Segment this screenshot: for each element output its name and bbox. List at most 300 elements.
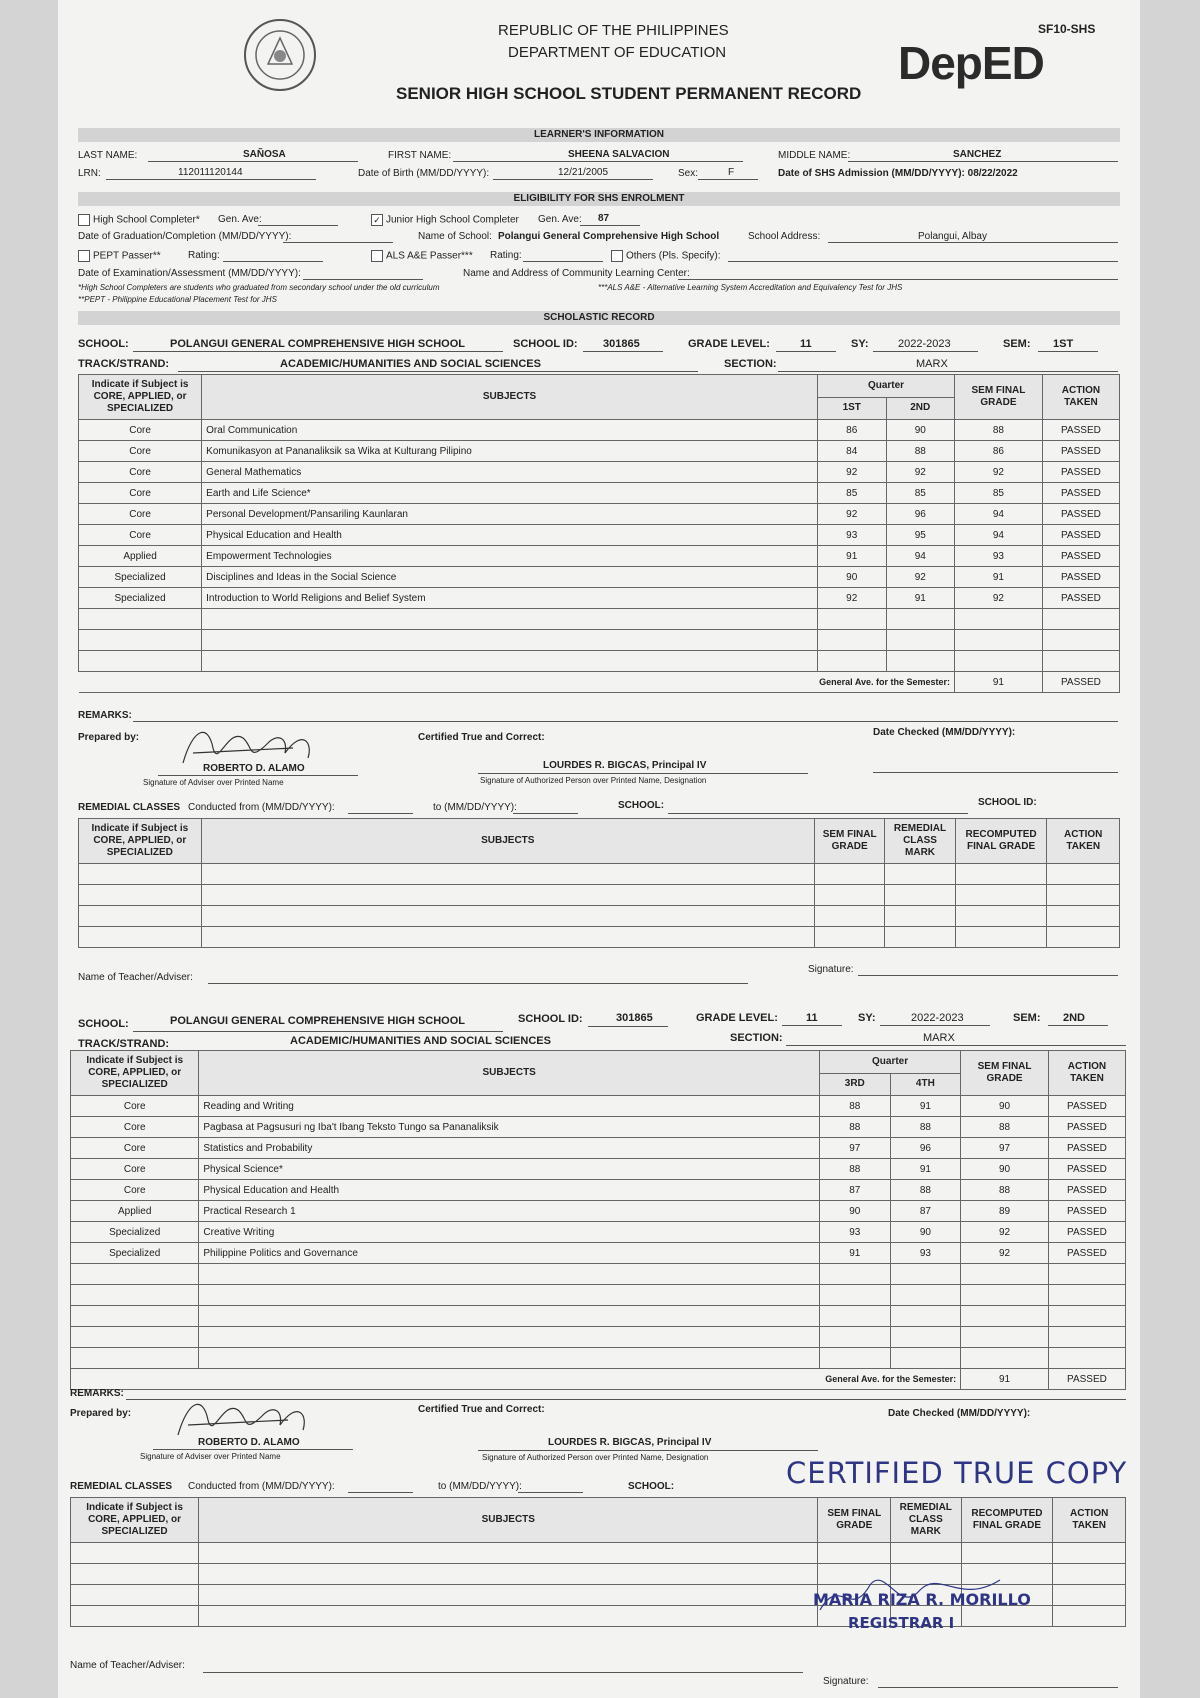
quarter-a-cell: 88 — [819, 1159, 890, 1180]
sex-value: F — [728, 167, 735, 178]
sem1-gen-ave-label: General Ave. for the Semester: — [79, 672, 955, 693]
action-cell: PASSED — [1048, 1243, 1125, 1264]
subject-cell: Physical Education and Health — [202, 525, 818, 546]
hs-completer-label: High School Completer* — [93, 214, 200, 226]
col-q4: 4TH — [890, 1073, 961, 1096]
subject-type-cell: Core — [71, 1138, 199, 1159]
subject-cell — [199, 1327, 820, 1348]
subject-type-cell — [71, 1285, 199, 1306]
table-row — [71, 1264, 1126, 1285]
others — [611, 250, 720, 262]
quarter-a-cell: 88 — [819, 1117, 890, 1138]
sem1-grade-level-label: GRADE LEVEL: — [688, 338, 770, 350]
final-grade-cell: 93 — [955, 546, 1043, 567]
final-grade-cell: 88 — [961, 1117, 1049, 1138]
sem2-track-label: TRACK/STRAND: — [78, 1038, 170, 1050]
sem1-sy: 2022-2023 — [898, 338, 951, 350]
action-cell — [1048, 1306, 1125, 1327]
sem2-track: ACADEMIC/HUMANITIES AND SOCIAL SCIENCES — [290, 1035, 551, 1047]
table-row — [71, 1096, 1126, 1117]
table-row — [79, 441, 1120, 462]
certified-true-copy-stamp: CERTIFIED TRUE COPY — [786, 1456, 1128, 1490]
sem1-sy-label: SY: — [851, 338, 869, 350]
action-cell: PASSED — [1042, 441, 1119, 462]
action-cell — [1048, 1285, 1125, 1306]
subject-cell: Philippine Politics and Governance — [199, 1243, 820, 1264]
table-row — [71, 1243, 1126, 1264]
rem-col-action: ACTION TAKEN — [1047, 819, 1120, 864]
quarter-a-cell: 90 — [817, 567, 886, 588]
sem2-col-quarter: Quarter — [819, 1051, 960, 1074]
middle-name-value: SANCHEZ — [953, 149, 1002, 160]
final-grade-cell — [961, 1264, 1049, 1285]
quarter-a-cell: 88 — [819, 1096, 890, 1117]
subject-type-cell: Core — [71, 1096, 199, 1117]
quarter-b-cell: 92 — [886, 462, 955, 483]
subject-cell: Earth and Life Science* — [202, 483, 818, 504]
quarter-a-cell — [819, 1348, 890, 1369]
subject-cell — [202, 609, 818, 630]
sem1-remarks-label: REMARKS: — [78, 710, 132, 721]
school-address-value: Polangui, Albay — [918, 231, 987, 242]
sem2-teacher-label: Name of Teacher/Adviser: — [70, 1660, 185, 1671]
final-grade-cell: 90 — [961, 1159, 1049, 1180]
quarter-b-cell — [886, 609, 955, 630]
table-row — [79, 525, 1120, 546]
quarter-a-cell: 93 — [817, 525, 886, 546]
rem-col-type: Indicate if Subject is CORE, APPLIED, or SPECIALIZED — [79, 819, 202, 864]
subject-cell: Creative Writing — [199, 1222, 820, 1243]
hs-completer-checkbox — [78, 214, 90, 226]
quarter-b-cell: 90 — [886, 420, 955, 441]
sem2-prepared-by: Prepared by: — [70, 1408, 132, 1419]
final-grade-cell: 92 — [961, 1243, 1049, 1264]
rem2-col-action: ACTION TAKEN — [1053, 1498, 1126, 1543]
jhs-gen-ave-label: Gen. Ave: — [538, 214, 582, 225]
lrn-label: LRN: — [78, 168, 101, 179]
subject-cell: General Mathematics — [202, 462, 818, 483]
table-row — [71, 1327, 1126, 1348]
subject-cell — [199, 1264, 820, 1285]
footnote-2: **PEPT - Philippine Educational Placement Test for JHS — [78, 295, 277, 304]
pept-rating-label: Rating: — [188, 250, 220, 261]
school-address-label: School Address: — [748, 231, 821, 242]
subject-type-cell — [79, 651, 202, 672]
subject-cell: Practical Research 1 — [199, 1201, 820, 1222]
last-name-label: LAST NAME: — [78, 150, 138, 161]
sem1-grade-level: 11 — [800, 338, 812, 350]
table-row — [71, 1138, 1126, 1159]
sem1-principal: LOURDES R. BIGCAS, Principal IV — [543, 760, 707, 771]
quarter-b-cell: 88 — [886, 441, 955, 462]
subject-type-cell — [71, 1306, 199, 1327]
sem1-track: ACADEMIC/HUMANITIES AND SOCIAL SCIENCES — [280, 358, 541, 370]
table-row — [79, 567, 1120, 588]
quarter-a-cell — [819, 1285, 890, 1306]
subject-cell — [199, 1348, 820, 1369]
sem2-grades-table — [70, 1050, 1126, 1390]
action-cell: PASSED — [1048, 1138, 1125, 1159]
admission-date: Date of SHS Admission (MM/DD/YYYY): 08/22/2022 — [778, 168, 1018, 179]
sem1-remedial-school-label: SCHOOL: — [618, 800, 665, 811]
subject-cell: Statistics and Probability — [199, 1138, 820, 1159]
table-row — [71, 1285, 1126, 1306]
final-grade-cell: 92 — [955, 588, 1043, 609]
subject-cell: Reading and Writing — [199, 1096, 820, 1117]
action-cell: PASSED — [1042, 546, 1119, 567]
sem1-adviser-caption: Signature of Adviser over Printed Name — [143, 778, 284, 787]
rem-col-final: SEM FINAL GRADE — [814, 819, 884, 864]
sem1-gen-action: PASSED — [1042, 672, 1119, 693]
col-sem-final: SEM FINAL GRADE — [955, 375, 1043, 420]
quarter-a-cell — [817, 651, 886, 672]
header-department: DEPARTMENT OF EDUCATION — [508, 44, 727, 61]
action-cell: PASSED — [1042, 525, 1119, 546]
action-cell: PASSED — [1042, 483, 1119, 504]
action-cell: PASSED — [1042, 567, 1119, 588]
sex-label: Sex: — [678, 168, 699, 179]
sem2-col-action: ACTION TAKEN — [1048, 1051, 1125, 1096]
table-row — [79, 651, 1120, 672]
jhs-completer — [371, 214, 519, 226]
lrn-value: 112011120144 — [178, 167, 243, 178]
subject-type-cell: Core — [79, 525, 202, 546]
sem2-remedial-label: REMEDIAL CLASSES — [70, 1481, 173, 1492]
quarter-b-cell: 95 — [886, 525, 955, 546]
quarter-b-cell: 94 — [886, 546, 955, 567]
rem-col-subjects: SUBJECTS — [201, 819, 814, 864]
final-grade-cell — [955, 651, 1043, 672]
quarter-a-cell: 85 — [817, 483, 886, 504]
action-cell — [1042, 651, 1119, 672]
final-grade-cell — [955, 630, 1043, 651]
rem2-col-final: SEM FINAL GRADE — [818, 1498, 891, 1543]
others-label: Others (Pls. Specify): — [626, 250, 721, 262]
table-row — [79, 420, 1120, 441]
quarter-a-cell — [817, 630, 886, 651]
quarter-a-cell — [817, 609, 886, 630]
rem2-col-subjects: SUBJECTS — [199, 1498, 818, 1543]
rem-col-recomputed: RECOMPUTED FINAL GRADE — [955, 819, 1047, 864]
subject-type-cell: Specialized — [79, 588, 202, 609]
subject-cell: Pagbasa at Pagsusuri ng Iba't Ibang Teksto Tungo sa Pananaliksik — [199, 1117, 820, 1138]
final-grade-cell — [961, 1306, 1049, 1327]
table-row — [79, 483, 1120, 504]
final-grade-cell: 91 — [955, 567, 1043, 588]
pept-checkbox — [78, 250, 90, 262]
sem2-date-checked: Date Checked (MM/DD/YYYY): — [888, 1408, 1031, 1419]
sem1-general-average-row — [79, 672, 1120, 693]
als-passer — [371, 250, 473, 262]
sem1-table-header — [79, 375, 1120, 398]
sem1-school-id-label: SCHOOL ID: — [513, 338, 578, 350]
sem2-principal: LOURDES R. BIGCAS, Principal IV — [548, 1437, 712, 1448]
deped-seal — [243, 18, 317, 97]
final-grade-cell: 88 — [955, 420, 1043, 441]
col-q2: 2ND — [886, 397, 955, 420]
action-cell: PASSED — [1048, 1159, 1125, 1180]
table-row — [79, 588, 1120, 609]
final-grade-cell: 90 — [961, 1096, 1049, 1117]
quarter-a-cell: 87 — [819, 1180, 890, 1201]
sem2-signature-label: Signature: — [823, 1676, 869, 1687]
table-row — [79, 609, 1120, 630]
quarter-b-cell: 93 — [890, 1243, 961, 1264]
sem1-school-value: POLANGUI GENERAL COMPREHENSIVE HIGH SCHOOL — [170, 338, 465, 350]
hs-completer — [78, 214, 200, 226]
sem1-date-checked: Date Checked (MM/DD/YYYY): — [873, 727, 1016, 738]
table-row — [79, 462, 1120, 483]
quarter-a-cell — [819, 1306, 890, 1327]
subject-type-cell: Specialized — [71, 1243, 199, 1264]
table-row — [71, 1159, 1126, 1180]
sem1-section-label: SECTION: — [724, 358, 777, 370]
quarter-b-cell: 91 — [890, 1096, 961, 1117]
table-row — [79, 630, 1120, 651]
sem1-signature-label: Signature: — [808, 964, 854, 975]
sem2-section: MARX — [923, 1032, 955, 1044]
sem2-general-average-row — [71, 1369, 1126, 1390]
sem2-sy-label: SY: — [858, 1012, 876, 1024]
sem2-adviser-name: ROBERTO D. ALAMO — [198, 1437, 300, 1448]
sem1-remedial-label: REMEDIAL CLASSES — [78, 802, 181, 813]
action-cell — [1042, 630, 1119, 651]
quarter-a-cell: 92 — [817, 588, 886, 609]
quarter-a-cell: 93 — [819, 1222, 890, 1243]
sem1-sem: 1ST — [1053, 338, 1074, 350]
registrar-title: REGISTRAR I — [848, 1614, 955, 1632]
col-quarter: Quarter — [817, 375, 954, 398]
col-q1: 1ST — [817, 397, 886, 420]
middle-name-label: MIDDLE NAME: — [778, 150, 851, 161]
first-name-label: FIRST NAME: — [388, 150, 452, 161]
quarter-a-cell: 86 — [817, 420, 886, 441]
subject-type-cell: Core — [79, 504, 202, 525]
jhs-completer-checkbox: ✓ — [371, 214, 383, 226]
action-cell — [1048, 1348, 1125, 1369]
footnote-3: ***ALS A&E - Alternative Learning System Accreditation and Equivalency Test for JHS — [598, 283, 903, 292]
sem2-gen-ave-value: 91 — [961, 1369, 1049, 1390]
action-cell: PASSED — [1048, 1201, 1125, 1222]
sem1-remedial-school-id-label: SCHOOL ID: — [978, 797, 1037, 808]
subject-type-cell: Applied — [71, 1201, 199, 1222]
final-grade-cell: 86 — [955, 441, 1043, 462]
sem2-col-subjects: SUBJECTS — [199, 1051, 820, 1096]
sem2-conducted-from: Conducted from (MM/DD/YYYY): — [188, 1481, 335, 1492]
sem2-remedial-school-label: SCHOOL: — [628, 1481, 675, 1492]
quarter-b-cell: 92 — [886, 567, 955, 588]
subject-cell: Physical Education and Health — [199, 1180, 820, 1201]
subject-type-cell: Core — [79, 462, 202, 483]
final-grade-cell — [961, 1348, 1049, 1369]
final-grade-cell: 92 — [955, 462, 1043, 483]
quarter-a-cell: 91 — [817, 546, 886, 567]
subject-type-cell: Specialized — [71, 1222, 199, 1243]
table-row — [79, 504, 1120, 525]
quarter-a-cell: 97 — [819, 1138, 890, 1159]
quarter-b-cell: 88 — [890, 1117, 961, 1138]
registrar-name: MARIA RIZA R. MORILLO — [813, 1590, 1031, 1609]
action-cell: PASSED — [1048, 1180, 1125, 1201]
sem1-prepared-by: Prepared by: — [78, 732, 140, 743]
subject-type-cell: Specialized — [79, 567, 202, 588]
sem2-remarks-label: REMARKS: — [70, 1388, 124, 1399]
quarter-b-cell: 88 — [890, 1180, 961, 1201]
quarter-b-cell — [886, 651, 955, 672]
sem1-remedial-table — [78, 818, 1120, 948]
first-name-value: SHEENA SALVACION — [568, 149, 670, 160]
subject-cell: Physical Science* — [199, 1159, 820, 1180]
rem2-col-recomputed: RECOMPUTED FINAL GRADE — [961, 1498, 1053, 1543]
jhs-gen-ave-value: 87 — [598, 213, 610, 224]
final-grade-cell: 89 — [961, 1201, 1049, 1222]
school-name-value: Polangui General Comprehensive High School — [498, 231, 720, 242]
action-cell — [1042, 609, 1119, 630]
final-grade-cell: 94 — [955, 525, 1043, 546]
col-subject-type: Indicate if Subject is CORE, APPLIED, or SPECIALIZED — [79, 375, 202, 420]
deped-logo: DepED — [898, 37, 1044, 89]
sem2-adviser-caption: Signature of Adviser over Printed Name — [140, 1452, 281, 1461]
action-cell: PASSED — [1042, 462, 1119, 483]
subject-cell: Introduction to World Religions and Belief System — [202, 588, 818, 609]
sem2-grade-level-label: GRADE LEVEL: — [696, 1012, 778, 1024]
sem2-sem-label: SEM: — [1013, 1012, 1041, 1024]
sem2-grade-level: 11 — [806, 1012, 818, 1024]
table-row — [71, 1306, 1126, 1327]
sem2-school-id: 301865 — [616, 1012, 653, 1024]
subject-type-cell — [71, 1327, 199, 1348]
action-cell: PASSED — [1042, 588, 1119, 609]
last-name-value: SAÑOSA — [243, 149, 286, 160]
sem2-school-label: SCHOOL: — [78, 1018, 129, 1030]
quarter-a-cell — [819, 1327, 890, 1348]
hs-gen-ave-label: Gen. Ave: — [218, 214, 262, 225]
subject-cell: Oral Communication — [202, 420, 818, 441]
subject-type-cell — [79, 609, 202, 630]
subject-cell — [202, 651, 818, 672]
final-grade-cell — [955, 609, 1043, 630]
sem1-table-body — [79, 420, 1120, 672]
exam-date-label: Date of Examination/Assessment (MM/DD/YYYY): — [78, 268, 301, 279]
subject-type-cell: Core — [79, 420, 202, 441]
quarter-a-cell: 92 — [817, 462, 886, 483]
quarter-b-cell — [890, 1327, 961, 1348]
subject-type-cell: Core — [71, 1117, 199, 1138]
final-grade-cell: 97 — [961, 1138, 1049, 1159]
quarter-b-cell: 91 — [886, 588, 955, 609]
subject-type-cell — [71, 1264, 199, 1285]
sem2-col-sem-final: SEM FINAL GRADE — [961, 1051, 1049, 1096]
sem2-section-label: SECTION: — [730, 1032, 783, 1044]
quarter-a-cell: 90 — [819, 1201, 890, 1222]
sem1-to-label: to (MM/DD/YYYY): — [433, 802, 517, 813]
action-cell: PASSED — [1048, 1222, 1125, 1243]
subject-type-cell: Core — [71, 1159, 199, 1180]
subject-type-cell: Core — [79, 483, 202, 504]
subject-type-cell: Applied — [79, 546, 202, 567]
scholastic-band: SCHOLASTIC RECORD — [78, 311, 1120, 325]
action-cell — [1048, 1327, 1125, 1348]
quarter-b-cell: 96 — [886, 504, 955, 525]
sem1-track-label: TRACK/STRAND: — [78, 358, 170, 370]
sem2-school-id-label: SCHOOL ID: — [518, 1013, 583, 1025]
quarter-b-cell — [890, 1306, 961, 1327]
action-cell — [1048, 1264, 1125, 1285]
final-grade-cell — [961, 1327, 1049, 1348]
subject-type-cell: Core — [71, 1180, 199, 1201]
col-subjects: SUBJECTS — [202, 375, 818, 420]
quarter-b-cell: 87 — [890, 1201, 961, 1222]
final-grade-cell: 88 — [961, 1180, 1049, 1201]
sem1-principal-caption: Signature of Authorized Person over Printed Name, Designation — [480, 776, 707, 785]
table-row — [71, 1348, 1126, 1369]
page-title: SENIOR HIGH SCHOOL STUDENT PERMANENT RECORD — [396, 84, 862, 103]
quarter-b-cell — [886, 630, 955, 651]
school-name-label: Name of School: — [418, 231, 492, 242]
table-row — [71, 1201, 1126, 1222]
subject-cell — [199, 1285, 820, 1306]
final-grade-cell: 85 — [955, 483, 1043, 504]
learner-info-band: LEARNER'S INFORMATION — [78, 128, 1120, 142]
final-grade-cell: 92 — [961, 1222, 1049, 1243]
sem2-gen-ave-label: General Ave. for the Semester: — [71, 1369, 961, 1390]
sem1-school-label: SCHOOL: — [78, 338, 129, 350]
sem2-principal-caption: Signature of Authorized Person over Printed Name, Designation — [482, 1453, 709, 1462]
subject-type-cell — [71, 1348, 199, 1369]
quarter-a-cell: 92 — [817, 504, 886, 525]
rem2-col-remedial: REMEDIAL CLASS MARK — [891, 1498, 961, 1543]
sem2-to-label: to (MM/DD/YYYY): — [438, 1481, 522, 1492]
table-row — [71, 1222, 1126, 1243]
clc-label: Name and Address of Community Learning Center: — [463, 268, 690, 279]
quarter-b-cell: 90 — [890, 1222, 961, 1243]
sem1-sem-label: SEM: — [1003, 338, 1031, 350]
quarter-a-cell: 91 — [819, 1243, 890, 1264]
eligibility-band: ELIGIBILITY FOR SHS ENROLMENT — [78, 192, 1120, 206]
pept-label: PEPT Passer** — [93, 250, 161, 262]
permanent-record-page — [58, 0, 1140, 1698]
footnote-1: *High School Completers are students who graduated from secondary school under the old curriculum — [78, 283, 440, 292]
action-cell: PASSED — [1042, 504, 1119, 525]
quarter-b-cell: 85 — [886, 483, 955, 504]
quarter-a-cell — [819, 1264, 890, 1285]
others-checkbox — [611, 250, 623, 262]
sem2-table-body — [71, 1096, 1126, 1369]
action-cell: PASSED — [1042, 420, 1119, 441]
subject-cell: Komunikasyon at Pananaliksik sa Wika at Kulturang Pilipino — [202, 441, 818, 462]
quarter-b-cell: 96 — [890, 1138, 961, 1159]
sem2-certified: Certified True and Correct: — [418, 1404, 545, 1415]
quarter-b-cell: 91 — [890, 1159, 961, 1180]
col-q3: 3RD — [819, 1073, 890, 1096]
sem1-school-id: 301865 — [603, 338, 640, 350]
table-row — [71, 1180, 1126, 1201]
final-grade-cell — [961, 1285, 1049, 1306]
quarter-b-cell — [890, 1285, 961, 1306]
subject-type-cell: Core — [79, 441, 202, 462]
subject-cell: Personal Development/Pansariling Kaunlaran — [202, 504, 818, 525]
sem1-certified: Certified True and Correct: — [418, 732, 545, 743]
subject-cell: Empowerment Technologies — [202, 546, 818, 567]
rem-col-remedial: REMEDIAL CLASS MARK — [885, 819, 955, 864]
table-row — [79, 546, 1120, 567]
sem1-conducted-from: Conducted from (MM/DD/YYYY): — [188, 802, 335, 813]
table-row — [71, 1117, 1126, 1138]
als-rating-label: Rating: — [490, 250, 522, 261]
jhs-completer-label: Junior High School Completer — [386, 214, 519, 226]
grad-date-label: Date of Graduation/Completion (MM/DD/YYYY): — [78, 231, 292, 242]
sem1-teacher-label: Name of Teacher/Adviser: — [78, 972, 193, 983]
